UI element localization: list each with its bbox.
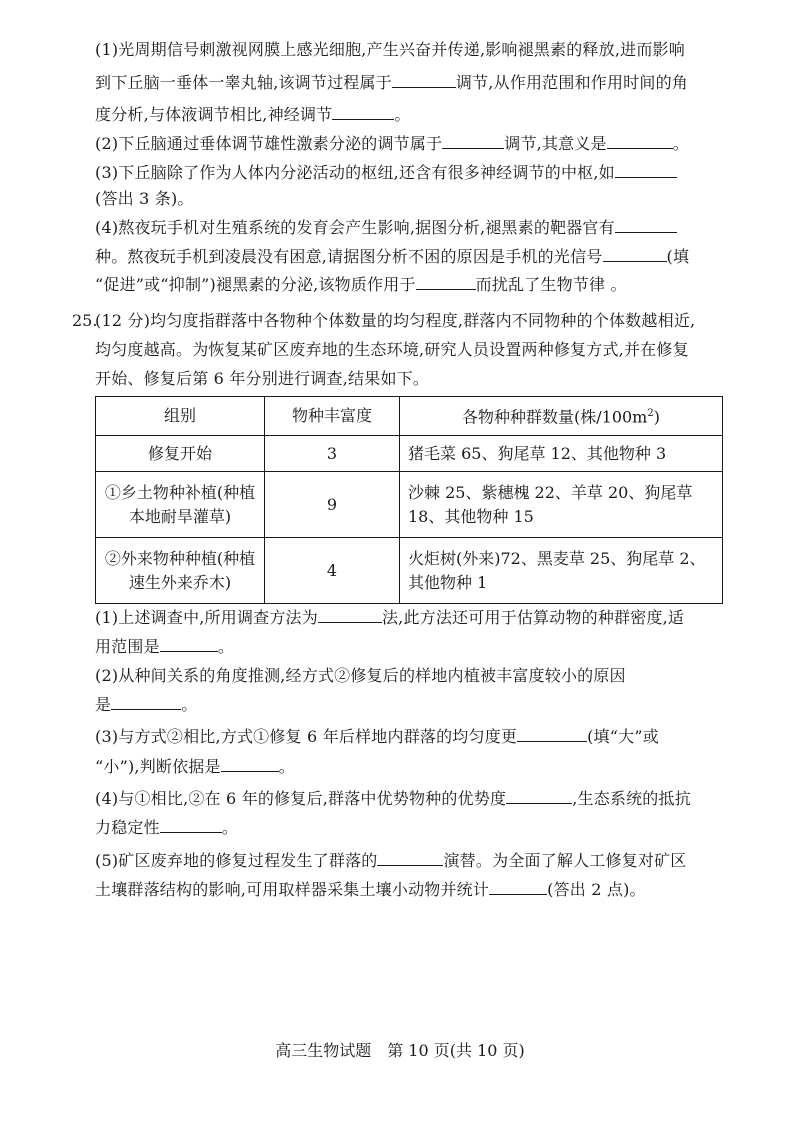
- text: 法,此方法还可用于估算动物的种群密度,适: [381, 608, 685, 627]
- cell-group: ②外来物种种植(种植速生外来乔木): [96, 538, 265, 604]
- superscript: 2: [647, 408, 654, 420]
- answer-blank[interactable]: [603, 247, 667, 262]
- q25-part1-line1: [95, 608, 725, 628]
- text: 而扰乱了生物节律 。: [475, 275, 627, 294]
- answer-blank[interactable]: [332, 105, 394, 120]
- q25-part5-line2: [95, 880, 725, 900]
- text: 各物种种群数量(株/100m: [462, 407, 648, 427]
- answer-blank[interactable]: [111, 695, 181, 710]
- q24-part1-line3: [95, 105, 725, 125]
- text: (答出 2 点)。: [547, 880, 646, 899]
- cell-group: ①乡土物种补植(种植本地耐旱灌草): [96, 472, 265, 538]
- text: 。: [394, 105, 411, 124]
- text: (5)矿区废弃地的修复过程发生了群落的: [95, 851, 378, 870]
- table-row: [96, 472, 723, 538]
- text: 开始、修复后第 6 年分别进行调查,结果如下。: [95, 369, 430, 388]
- table-row: [96, 436, 723, 472]
- text: 。: [672, 134, 689, 153]
- answer-blank[interactable]: [160, 818, 222, 833]
- text: (1)光周期信号刺激视网膜上感光细胞,产生兴奋并传递,影响褪黑素的释放,进而影响: [95, 40, 685, 59]
- table-row: [96, 538, 723, 604]
- text: (12 分)均匀度指群落中各物种个体数量的均匀程度,群落内不同物种的个体数越相近,: [95, 311, 696, 330]
- text: “小”),判断依据是: [95, 757, 221, 776]
- cell-richness: 4: [265, 538, 400, 604]
- table-header-row: [96, 397, 723, 436]
- text: (2)从种间关系的角度推测,经方式②修复后的样地内植被丰富度较小的原因: [95, 666, 626, 685]
- text: 调节,其意义是: [504, 134, 607, 153]
- text: “促进”或“抑制”)褪黑素的分泌,该物质作用于: [95, 275, 416, 294]
- text: ): [653, 407, 660, 427]
- answer-blank[interactable]: [160, 637, 218, 652]
- answer-blank[interactable]: [221, 757, 279, 772]
- cell-richness: 3: [265, 436, 400, 472]
- q25-part1-line2: [95, 637, 725, 657]
- q25-part4-line2: [95, 818, 725, 838]
- q24-part4-line1: [95, 218, 725, 238]
- text: 是: [95, 695, 112, 714]
- text: 种。熬夜玩手机到凌晨没有困意,请据图分析不困的原因是手机的光信号: [95, 247, 603, 266]
- cell-counts: 猪毛菜 65、狗尾草 12、其他物种 3: [400, 436, 723, 472]
- q25-part4-line1: [95, 789, 725, 809]
- text: 演替。为全面了解人工修复对矿区: [443, 851, 687, 870]
- answer-blank[interactable]: [392, 73, 456, 88]
- text: 。: [181, 695, 198, 714]
- q25-intro-line1: [95, 311, 725, 331]
- text: 均匀度越高。为恢复某矿区废弃地的生态环境,研究人员设置两种修复方式,并在修复: [95, 340, 689, 359]
- header-group: 组别: [96, 397, 265, 436]
- answer-blank[interactable]: [517, 727, 587, 742]
- cell-group: 修复开始: [96, 436, 265, 472]
- text: 。: [217, 637, 235, 656]
- answer-blank[interactable]: [607, 134, 673, 149]
- header-richness: 物种丰富度: [265, 397, 400, 436]
- answer-blank[interactable]: [489, 880, 547, 895]
- q25-part3-line2: [95, 757, 725, 777]
- answer-blank[interactable]: [416, 275, 476, 290]
- text: 。: [278, 757, 295, 776]
- text: (3)下丘脑除了作为人体内分泌活动的枢纽,还含有很多神经调节的中枢,如: [95, 163, 615, 182]
- answer-blank[interactable]: [318, 608, 382, 623]
- text: 土壤群落结构的影响,可用取样器采集土壤小动物并统计: [95, 880, 490, 899]
- page-footer: 高三生物试题 第 10 页(共 10 页): [275, 1041, 525, 1060]
- answer-blank[interactable]: [377, 851, 443, 866]
- q24-part4-line3: [95, 275, 725, 295]
- text: 到下丘脑一垂体一睾丸轴,该调节过程属于: [95, 73, 392, 92]
- answer-blank[interactable]: [615, 218, 677, 233]
- q24-part4-line2: [95, 247, 725, 267]
- text: 力稳定性: [95, 818, 160, 837]
- answer-blank[interactable]: [615, 163, 677, 178]
- text: ,生态系统的抵抗: [572, 789, 691, 808]
- text: 。: [221, 818, 239, 837]
- q25-part5-line1: [95, 851, 725, 871]
- q24-part1-line1: [95, 40, 725, 60]
- q24-part1-line2: [95, 73, 725, 93]
- survey-table: [95, 396, 723, 604]
- question-number: 25.: [72, 311, 98, 330]
- q24-part3-line1: [95, 163, 725, 183]
- q25-part3-line1: [95, 727, 725, 747]
- q25-part2-line2: [95, 695, 725, 715]
- q25-intro-line3: [95, 369, 725, 389]
- header-count: [400, 397, 723, 436]
- text: (填“大”或: [587, 727, 659, 746]
- answer-blank[interactable]: [506, 789, 572, 804]
- text: (1)上述调查中,所用调查方法为: [95, 608, 318, 627]
- text: (答出 3 条)。: [95, 189, 194, 208]
- q25-part2-line1: [95, 666, 725, 686]
- cell-counts: 沙棘 25、紫穗槐 22、羊草 20、狗尾草 18、其他物种 15: [400, 472, 723, 538]
- text: 调节,从作用范围和作用时间的角: [455, 73, 688, 92]
- answer-blank[interactable]: [442, 134, 504, 149]
- text: (4)与①相比,②在 6 年的修复后,群落中优势物种的优势度: [95, 789, 507, 808]
- cell-richness: 9: [265, 472, 400, 538]
- text: (2)下丘脑通过垂体调节雄性激素分泌的调节属于: [95, 134, 443, 153]
- q25-intro-line2: [95, 340, 725, 360]
- text: 度分析,与体液调节相比,神经调节: [95, 105, 333, 124]
- q24-part3-line2: [95, 189, 725, 209]
- text: (4)熬夜玩手机对生殖系统的发育会产生影响,据图分析,褪黑素的靶器官有: [95, 218, 615, 237]
- text: (填: [666, 247, 690, 266]
- cell-counts: 火炬树(外来)72、黑麦草 25、狗尾草 2、其他物种 1: [400, 538, 723, 604]
- text: (3)与方式②相比,方式①修复 6 年后样地内群落的均匀度更: [95, 727, 518, 746]
- q24-part2: [95, 134, 725, 154]
- text: 用范围是: [95, 637, 160, 656]
